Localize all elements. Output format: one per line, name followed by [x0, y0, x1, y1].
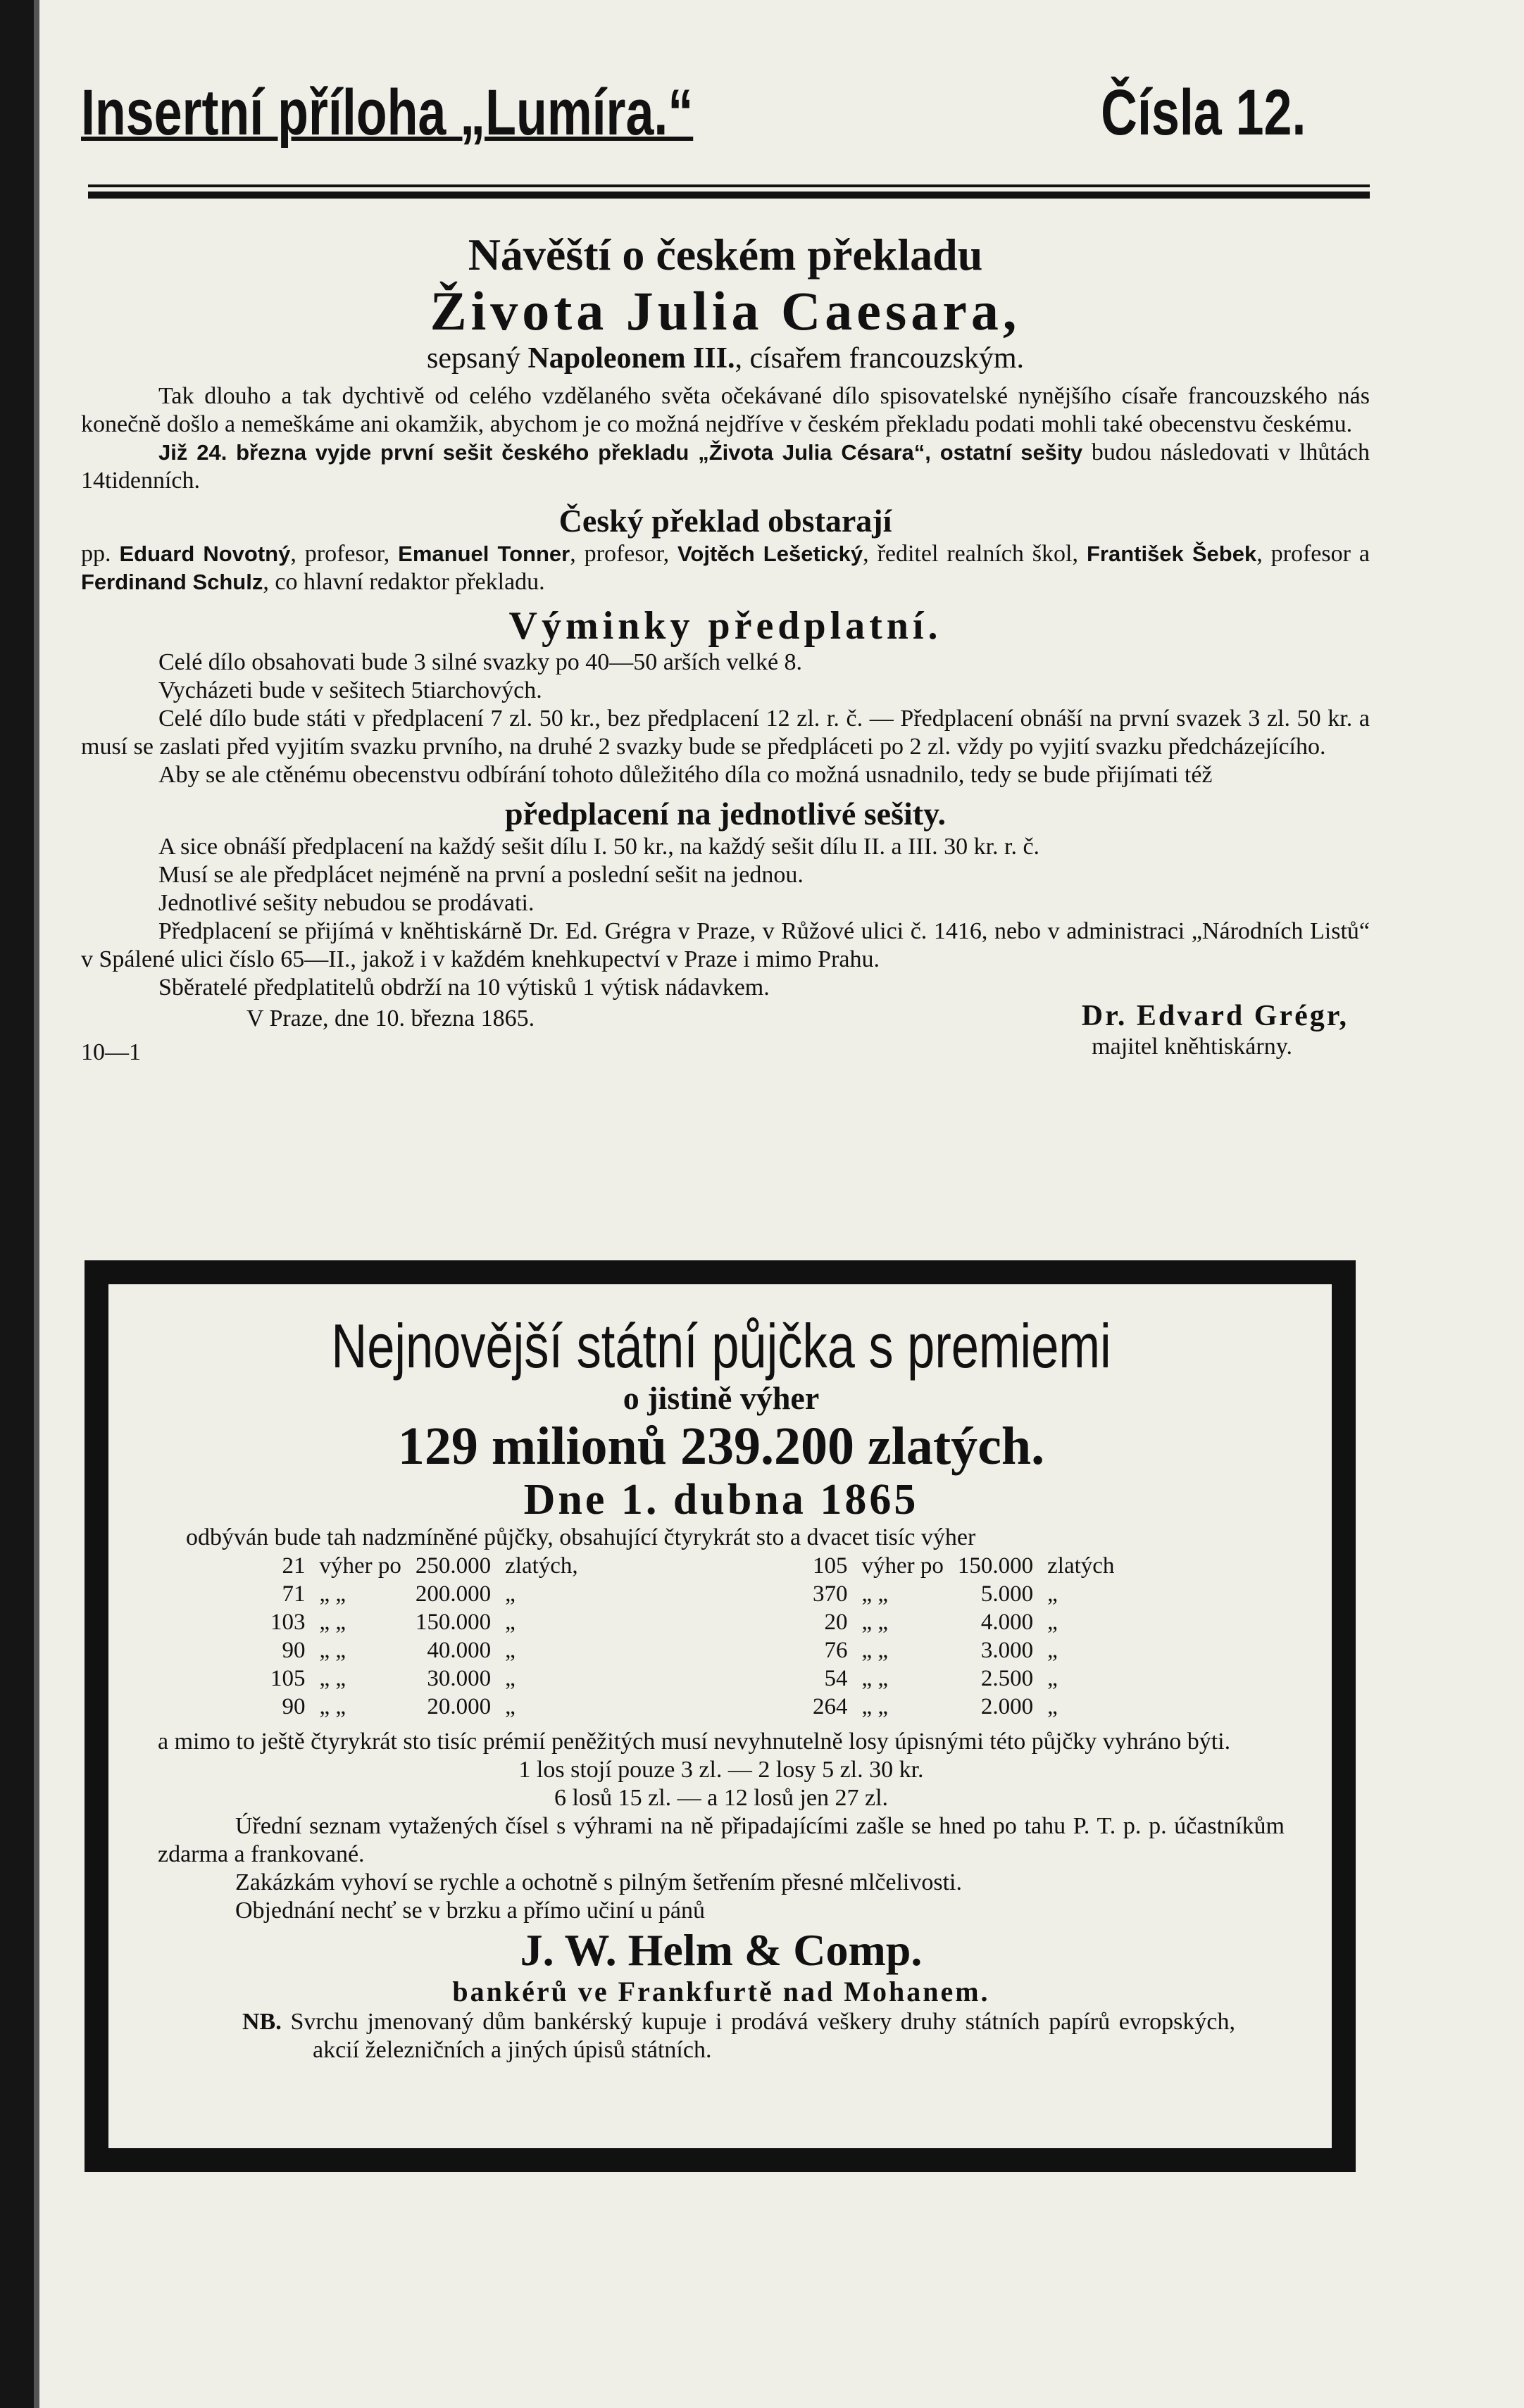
prize-right-cell: „ „: [861, 1610, 889, 1635]
prize-left-row: [263, 1636, 585, 1664]
prize-left-cell: 71: [282, 1581, 306, 1607]
prize-right-cell: 370: [813, 1581, 848, 1607]
prize-left-cell: „: [505, 1666, 516, 1691]
prize-table-right: [806, 1552, 1121, 1721]
lottery-content: [144, 1312, 1299, 2064]
order-instruction: Objednání nechť se v brzku a přímo učiní u pánů: [235, 1898, 705, 1924]
translators-list: pp. Eduard Novotný, profesor, Emanuel Tonner, profesor, Vojtěch Lešetický, ředitel realních škol, František Šebek, profesor a Ferdinand Schulz, co hlavní redaktor překladu.: [81, 541, 1370, 595]
prize-left-cell: „ „: [319, 1638, 346, 1663]
prize-right-cell: 5.000: [980, 1581, 1034, 1607]
single-issue-price: A sice obnáší předplacení na každý sešit dílu I. 50 kr., na každý sešit dílu II. a III. 30 kr. r. č.: [158, 834, 1040, 860]
prize-left-cell: „ „: [319, 1581, 346, 1607]
prize-left-row: [263, 1580, 585, 1608]
prize-right-row: [806, 1552, 1121, 1580]
page-edge-shadow: [0, 0, 34, 2408]
prize-right-cell: 2.500: [980, 1666, 1034, 1691]
draw-intro: odbýván bude tah nadzmíněné půjčky, obsahující čtyrykrát sto a dvacet tisíc výher: [186, 1524, 976, 1550]
prize-right-cell: 150.000: [957, 1553, 1034, 1579]
header-rule-bottom: [88, 192, 1370, 199]
lottery-amount: 129 milionů 239.200 zlatých.: [397, 1417, 1045, 1476]
prize-right-cell: „: [1047, 1610, 1058, 1635]
prize-left-cell: 21: [282, 1553, 306, 1579]
prize-right-cell: 105: [813, 1553, 848, 1579]
lot-price-2: 6 losů 15 zl. — a 12 losů jen 27 zl.: [554, 1785, 889, 1811]
translators-heading: Český překlad obstarají: [558, 503, 892, 539]
announcement-paragraph: Tak dlouho a tak dychtivě od celého vzdělaného světa očekávané dílo spisovatelské nynějšího císaře francouzského nás konečně došlo a nemeškáme ani okamžik, abychom je co možná nejdříve v českém překladu podati mohli také obecenstvu českému.: [81, 383, 1370, 437]
book-byline: sepsaný Napoleonem III., císařem francouzským.: [426, 342, 1025, 375]
single-issue-not-sold: Jednotlivé sešity nebudou se prodávati.: [158, 890, 535, 916]
draw-date: Dne 1. dubna 1865: [523, 1476, 919, 1524]
prize-left-cell: 20.000: [427, 1694, 492, 1719]
prize-left-cell: 250.000: [415, 1553, 492, 1579]
prize-right-row: [806, 1636, 1121, 1664]
term-issues: Vycházeti bude v sešitech 5tiarchových.: [158, 677, 542, 703]
prize-right-cell: výher po: [861, 1553, 944, 1579]
official-list-note: Úřední seznam vytažených čísel s výhrami na ně připadajícími zašle se hned po tahu P. T. p. p. účastníkům zdarma a frankované.: [158, 1813, 1285, 1867]
lottery-title: Nejnovější státní půjčka s premiemi: [331, 1311, 1111, 1381]
prize-left-cell: „: [505, 1694, 516, 1719]
prize-right-cell: 3.000: [980, 1638, 1034, 1663]
prize-left-cell: „ „: [319, 1666, 346, 1691]
place-date: V Praze, dne 10. března 1865.: [246, 1005, 535, 1031]
prize-right-row: [806, 1664, 1121, 1693]
prize-right-cell: „: [1047, 1638, 1058, 1663]
term-volumes: Celé dílo obsahovati bude 3 silné svazky po 40—50 arších velké 8.: [158, 649, 803, 675]
prize-right-cell: 264: [813, 1694, 848, 1719]
terms-heading: Výminky předplatní.: [508, 604, 942, 648]
prize-table-left: [263, 1552, 585, 1721]
prize-left-cell: 90: [282, 1694, 306, 1719]
prize-left-cell: 103: [270, 1610, 306, 1635]
prize-right-cell: „ „: [861, 1666, 889, 1691]
prize-right-cell: „: [1047, 1581, 1058, 1607]
prize-table: [144, 1552, 1299, 1728]
page-header: [81, 77, 1306, 155]
prize-left-cell: 90: [282, 1638, 306, 1663]
prize-left-cell: 105: [270, 1666, 306, 1691]
prize-right-cell: 2.000: [980, 1694, 1034, 1719]
orders-note: Zakázkám vyhoví se rychle a ochotně s pilným šetřením přesné mlčelivosti.: [235, 1869, 962, 1895]
ad-code: 10—1: [81, 1039, 141, 1065]
book-title: Života Julia Caesara,: [430, 280, 1021, 341]
prize-left-cell: zlatých,: [505, 1553, 578, 1579]
prize-left-cell: 40.000: [427, 1638, 492, 1663]
prize-right-cell: „ „: [861, 1694, 889, 1719]
term-price: Celé dílo bude státi v předplacení 7 zl. 50 kr., bez předplacení 12 zl. r. č. — Předplacení obnáší na první svazek 3 zl. 50 kr. a musí se zaslati před vyjitím svazku prvního, na druhé 2 svazky bude se předpláceti po 2 zl. vždy po vyjití svazku předcházejícího.: [81, 706, 1370, 760]
supplement-title: Insertní příloha „Lumíra.“: [81, 77, 694, 149]
nb-note: NB. Svrchu jmenovaný dům bankérský kupuje i prodává veškery druhy státních papírů evropských, akcií železničních a jiných úpisů státních.: [242, 2009, 1235, 2063]
prize-right-cell: 54: [824, 1666, 848, 1691]
release-notice: Již 24. března vyjde první sešit českého překladu „Života Julia Césara“, ostatní sešity budou následovati v lhůtách 14tidenních.: [81, 439, 1370, 494]
translation-announcement: [81, 229, 1370, 1068]
header-rule-top: [88, 184, 1370, 187]
prize-right-row: [806, 1580, 1121, 1608]
extra-premiums: a mimo to ještě čtyrykrát sto tisíc prémií peněžitých musí nevyhnutelně losy úpisnými této půjčky vyhráno býti.: [158, 1729, 1231, 1755]
prize-left-cell: výher po: [319, 1553, 401, 1579]
page-edge-line: [34, 0, 39, 2408]
issue-number: Čísla 12.: [1101, 77, 1306, 149]
single-issue-minimum: Musí se ale předplácet nejméně na první a poslední sešit na jednou.: [158, 862, 804, 888]
lottery-subtitle: o jistině výher: [623, 1380, 820, 1416]
prize-left-cell: „ „: [319, 1610, 346, 1635]
lottery-advertisement: [85, 1260, 1356, 2172]
signer-name: Dr. Edvard Grégr,: [1081, 1000, 1349, 1032]
prize-left-cell: „ „: [319, 1694, 346, 1719]
prize-left-cell: „: [505, 1638, 516, 1663]
prize-right-cell: „ „: [861, 1581, 889, 1607]
prize-right-cell: „: [1047, 1694, 1058, 1719]
prize-right-cell: 76: [824, 1638, 848, 1663]
prize-left-row: [263, 1608, 585, 1636]
prize-left-cell: „: [505, 1610, 516, 1635]
prize-right-cell: „: [1047, 1666, 1058, 1691]
prize-left-row: [263, 1552, 585, 1580]
prize-left-row: [263, 1664, 585, 1693]
prize-right-cell: 20: [824, 1610, 848, 1635]
prize-left-row: [263, 1693, 585, 1721]
prize-left-cell: 200.000: [415, 1581, 492, 1607]
prize-left-cell: „: [505, 1581, 516, 1607]
prize-right-cell: „ „: [861, 1638, 889, 1663]
collector-bonus: Sběratelé předplatitelů obdrží na 10 výtisků 1 výtisk nádavkem.: [158, 974, 770, 1001]
single-issue-heading: předplacení na jednotlivé sešity.: [504, 796, 947, 832]
prize-left-cell: 30.000: [427, 1666, 492, 1691]
prize-right-cell: 4.000: [980, 1610, 1034, 1635]
prize-left-cell: 150.000: [415, 1610, 492, 1635]
prize-right-cell: zlatých: [1047, 1553, 1115, 1579]
lot-price-1: 1 los stojí pouze 3 zl. — 2 losy 5 zl. 30 kr.: [518, 1757, 924, 1783]
subscription-places: Předplacení se přijímá v kněhtiskárně Dr. Ed. Grégra v Praze, v Růžové ulici č. 1416, nebo v administraci „Národních Listů“ v Spálené ulici číslo 65—II., jakož i v každém knehkupectví v Praze i mimo Prahu.: [81, 918, 1370, 972]
signer-title: majitel kněhtiskárny.: [1092, 1034, 1292, 1060]
announcement-heading: Návěští o českém překladu: [468, 230, 983, 280]
prize-right-row: [806, 1608, 1121, 1636]
bank-location: bankérů ve Frankfurtě nad Mohanem.: [452, 1976, 990, 2007]
bank-name: J. W. Helm & Comp.: [520, 1925, 923, 1975]
term-single-issues: Aby se ale ctěnému obecenstvu odbírání tohoto důležitého díla co možná usnadnilo, tedy se bude přijímati též: [158, 762, 1213, 788]
signature-block: [81, 1000, 1370, 1068]
prize-right-row: [806, 1693, 1121, 1721]
